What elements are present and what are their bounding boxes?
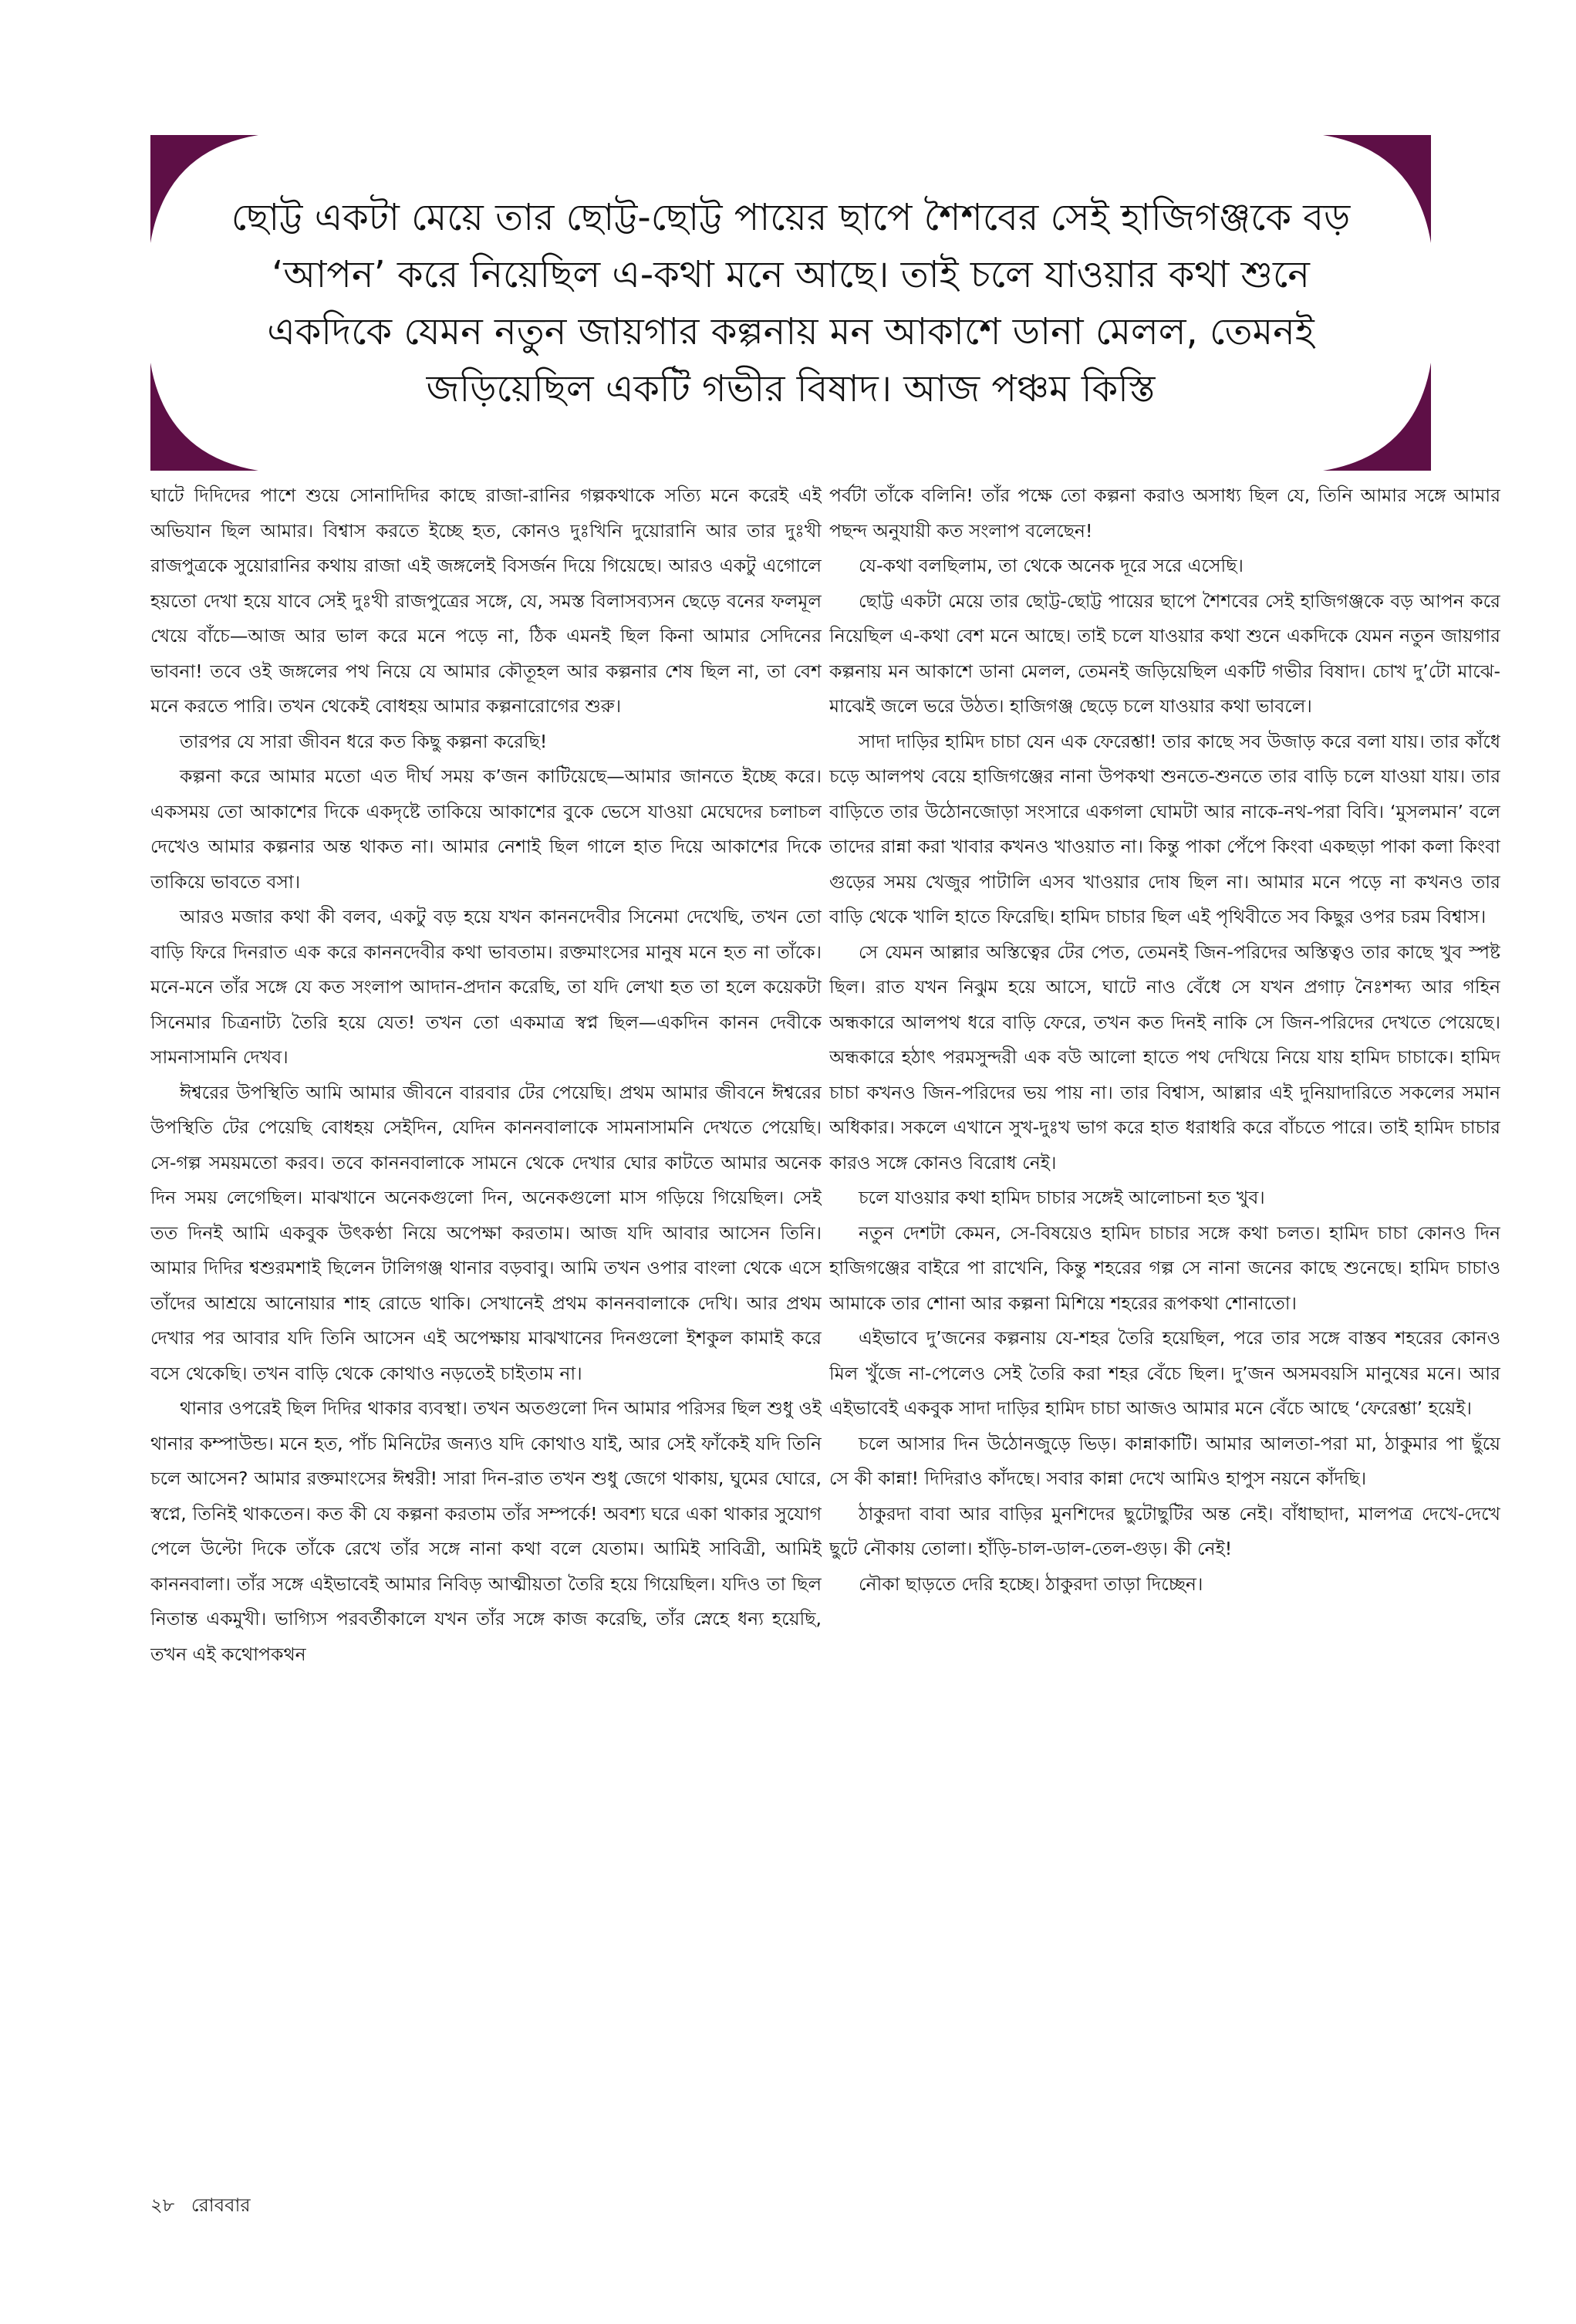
page-number: ২৮ bbox=[150, 2194, 175, 2216]
paragraph: সাদা দাড়ির হামিদ চাচা যেন এক ফেরেশ্তা! তার কাছে সব উজাড় করে বলা যায়। তার কাঁধে চড়ে আলপথ বেয়ে হাজিগঞ্জের নানা উপকথা শুনতে-শুনতে তার বাড়ি চলে যাওয়া যায়। তার বাড়িতে তার উঠোনজোড়া সংসারে একগলা ঘোমটা আর নাকে-নথ-পরা বিবি। ‘মুসলমান’ বলে তাদের রান্না করা খাবার কখনও খাওয়াত না। কিন্তু পাকা পেঁপে কিংবা একছড়া পাকা কলা কিংবা গুড়ের সময় খেজুর পাটালি এসব খাওয়ার দোষ ছিল না। আমার মনে পড়ে না কখনও তার বাড়ি থেকে খালি হাতে ফিরেছি। হামিদ চাচার ছিল এই পৃথিবীতে সব কিছুর ওপর চরম বিশ্বাস। bbox=[829, 730, 1500, 927]
article-column-left bbox=[150, 478, 822, 2145]
paragraph: তারপর যে সারা জীবন ধরে কত কিছু কল্পনা করেছি! bbox=[180, 730, 548, 752]
paragraph: যে-কথা বলছিলাম, তা থেকে অনেক দূরে সরে এসেছি। bbox=[859, 555, 1244, 576]
paragraph: থানার ওপরেই ছিল দিদির থাকার ব্যবস্থা। তখন অতগুলো দিন আমার পরিসর ছিল শুধু ওই থানার কম্পাউন্ড। মনে হত, পাঁচ মিনিটের জন্যও যদি কোথাও যাই, আর সেই ফাঁকেই যদি তিনি চলে আসেন? আমার রক্তমাংসের ঈশ্বরী! সারা দিন-রাত তখন শুধু জেগে থাকায়, ঘুমের ঘোরে, স্বপ্নে, তিনিই থাকতেন। কত কী যে কল্পনা করতাম তাঁর সম্পর্কে! অবশ্য ঘরে একা থাকার সুযোগ পেলে উল্টো দিকে তাঁকে রেখে তাঁর সঙ্গে নানা কথা বলে যেতাম। আমিই সাবিত্রী, আমিই কাননবালা। তাঁর সঙ্গে এইভাবেই আমার নিবিড় আত্মীয়তা তৈরি হয়ে গিয়েছিল। যদিও তা ছিল নিতান্ত একমুখী। ভাগ্যিস পরবর্তীকালে যখন তাঁর সঙ্গে কাজ করেছি, তাঁর স্নেহে ধন্য হয়েছি, তখন এই কথোপকথন bbox=[150, 1397, 822, 1665]
paragraph: ঠাকুরদা বাবা আর বাড়ির মুনশিদের ছুটোছুটির অন্ত নেই। বাঁধাছাদা, মালপত্র দেখে-দেখে ছুটে নৌকায় তোলা। হাঁড়ি-চাল-ডাল-তেল-গুড়। কী নেই! bbox=[829, 1502, 1500, 1559]
paragraph: ছোট্ট একটা মেয়ে তার ছোট্ট-ছোট্ট পায়ের ছাপে শৈশবের সেই হাজিগঞ্জকে বড় আপন করে নিয়েছিল এ-কথা বেশ মনে আছে। তাই চলে যাওয়ার কথা শুনে একদিকে যেমন নতুন জায়গার কল্পনায় মন আকাশে ডানা মেলল, তেমনই জড়িয়েছিল একটি গভীর বিষাদ। চোখ দু’টো মাঝে-মাঝেই জলে ভরে উঠত। হাজিগঞ্জ ছেড়ে চলে যাওয়ার কথা ভাবলে। bbox=[829, 589, 1500, 717]
article-column-right bbox=[829, 478, 1500, 2145]
paragraph: ঈশ্বরের উপস্থিতি আমি আমার জীবনে বারবার টের পেয়েছি। প্রথম আমার জীবনে ঈশ্বরের উপস্থিতি টের পেয়েছি বোধহয় সেইদিন, যেদিন কাননবালাকে সামনাসামনি দেখতে পেয়েছি। সে-গল্প সময়মতো করব। তবে কাননবালাকে সামনে থেকে দেখার ঘোর কাটতে আমার অনেক দিন সময় লেগেছিল। মাঝখানে অনেকগুলো দিন, অনেকগুলো মাস গড়িয়ে গিয়েছিল। সেই তত দিনই আমি একবুক উৎকণ্ঠা নিয়ে অপেক্ষা করতাম। আজ যদি আবার আসেন তিনি। আমার দিদির শ্বশুরমশাই ছিলেন টালিগঞ্জ থানার বড়বাবু। আমি তখন ওপার বাংলা থেকে এসে তাঁদের আশ্রয়ে আনোয়ার শাহ রোডে থাকি। সেখানেই প্রথম কাননবালাকে দেখি। আর প্রথম দেখার পর আবার যদি তিনি আসেন এই অপেক্ষায় মাঝখানের দিনগুলো ইশকুল কামাই করে বসে থেকেছি। তখন বাড়ি থেকে কোথাও নড়তেই চাইতাম না। bbox=[150, 1081, 822, 1384]
publication-name: রোববার bbox=[191, 2194, 251, 2216]
paragraph: নতুন দেশটা কেমন, সে-বিষয়েও হামিদ চাচার সঙ্গে কথা চলত। হামিদ চাচা কোনও দিন হাজিগঞ্জের বাইরে পা রাখেনি, কিন্তু শহরের গল্প সে নানা জনের কাছে শুনেছে। হামিদ চাচাও আমাকে তার শোনা আর কল্পনা মিশিয়ে শহরের রূপকথা শোনাতো। bbox=[829, 1221, 1500, 1314]
paragraph: নৌকা ছাড়তে দেরি হচ্ছে। ঠাকুরদা তাড়া দিচ্ছেন। bbox=[859, 1572, 1203, 1595]
paragraph: চলে যাওয়ার কথা হামিদ চাচার সঙ্গেই আলোচনা হত খুব। bbox=[859, 1187, 1265, 1208]
paragraph: সে যেমন আল্লার অস্তিত্বের টের পেত, তেমনই জিন-পরিদের অস্তিত্বও তার কাছে খুব স্পষ্ট ছিল। রাত যখন নিঝুম হয়ে আসে, ঘাটে নাও বেঁধে সে যখন প্রগাঢ় নৈঃশব্দ্য আর গহিন অন্ধকারে আলপথ ধরে বাড়ি ফেরে, তখন কত দিনই নাকি সে জিন-পরিদের দেখতে পেয়েছে। অন্ধকারে হঠাৎ পরমসুন্দরী এক বউ আলো হাতে পথ দেখিয়ে নিয়ে যায় হামিদ চাচাকে। হামিদ চাচা কখনও জিন-পরিদের ভয় পায় না। তার বিশ্বাস, আল্লার এই দুনিয়াদারিতে সকলের সমান অধিকার। সকলে এখানে সুখ-দুঃখ ভাগ করে হাত ধরাধরি করে বাঁচতে পারে। তাই হামিদ চাচার কারও সঙ্গে কোনও বিরোধ নেই। bbox=[829, 941, 1500, 1174]
paragraph: পর্বটা তাঁকে বলিনি! তাঁর পক্ষে তো কল্পনা করাও অসাধ্য ছিল যে, তিনি আমার সঙ্গে আমার পছন্দ অনুযায়ী কত সংলাপ বলেছেন! bbox=[829, 485, 1500, 542]
paragraph: কল্পনা করে আমার মতো এত দীর্ঘ সময় ক’জন কাটিয়েছে—আমার জানতে ইচ্ছে করে। একসময় তো আকাশের দিকে একদৃষ্টে তাকিয়ে আকাশের বুকে ভেসে যাওয়া মেঘেদের চলাচল দেখেও আমার কল্পনার অন্ত থাকত না। আমার নেশাই ছিল গালে হাত দিয়ে আকাশের দিকে তাকিয়ে ভাবতে বসা। bbox=[150, 765, 822, 893]
paragraph: চলে আসার দিন উঠোনজুড়ে ভিড়। কান্নাকাটি। আমার আলতা-পরা মা, ঠাকুমার পা ছুঁয়ে সে কী কান্না! দিদিরাও কাঁদছে। সবার কান্না দেখে আমিও হাপুস নয়নে কাঁদছি। bbox=[829, 1432, 1500, 1489]
pull-quote-text: ছোট্ট একটা মেয়ে তার ছোট্ট-ছোট্ট পায়ের ছাপে শৈশবের সেই হাজিগঞ্জকে বড় ‘আপন’ করে নিয়েছিল এ-কথা মনে আছে। তাই চলে যাওয়ার কথা শুনে একদিকে যেমন নতুন জায়গার কল্পনায় মন আকাশে ডানা মেলল, তেমনই জড়িয়েছিল একটি গভীর বিষাদ। আজ পঞ্চম কিস্তি bbox=[231, 196, 1351, 410]
paragraph: ঘাটে দিদিদের পাশে শুয়ে সোনাদিদির কাছে রাজা-রানির গল্পকথাকে সত্যি মনে করেই এই অভিযান ছিল আমার। বিশ্বাস করতে ইচ্ছে হত, কোনও দুঃখিনি দুয়োরানি আর তার দুঃখী রাজপুত্রকে সুয়োরানির কথায় রাজা এই জঙ্গলেই বিসর্জন দিয়ে গিয়েছে। আরও একটু এগোলে হয়তো দেখা হয়ে যাবে সেই দুঃখী রাজপুত্রের সঙ্গে, যে, সমস্ত বিলাসব্যসন ছেড়ে বনের ফলমূল খেয়ে বাঁচে—আজ আর ভাল করে মনে পড়ে না, ঠিক এমনই ছিল কিনা আমার সেদিনের ভাবনা! তবে ওই জঙ্গলের পথ নিয়ে যে আমার কৌতূহল আর কল্পনার শেষ ছিল না, তা বেশ মনে করতে পারি। তখন থেকেই বোধহয় আমার কল্পনারোগের শুরু। bbox=[150, 485, 822, 717]
paragraph: আরও মজার কথা কী বলব, একটু বড় হয়ে যখন কাননদেবীর সিনেমা দেখেছি, তখন তো বাড়ি ফিরে দিনরাত এক করে কাননদেবীর কথা ভাবতাম। রক্তমাংসের মানুষ মনে হত না তাঁকে। মনে-মনে তাঁর সঙ্গে যে কত সংলাপ আদান-প্রদান করেছি, তা যদি লেখা হত তা হলে কয়েকটা সিনেমার চিত্রনাট্য তৈরি হয়ে যেত! তখন তো একমাত্র স্বপ্ন ছিল—একদিন কানন দেবীকে সামনাসামনি দেখব। bbox=[150, 906, 822, 1068]
page-footer bbox=[150, 2191, 262, 2222]
paragraph: এইভাবে দু’জনের কল্পনায় যে-শহর তৈরি হয়েছিল, পরে তার সঙ্গে বাস্তব শহরের কোনও মিল খুঁজে না-পেলেও সেই তৈরি করা শহর বেঁচে ছিল। দু’জন অসমবয়সি মানুষের মনে। আর এইভাবেই একবুক সাদা দাড়ির হামিদ চাচা আজও আমার মনে বেঁচে আছে ‘ফেরেশ্তা’ হয়েই। bbox=[829, 1327, 1500, 1419]
pull-quote-box bbox=[150, 135, 1431, 471]
